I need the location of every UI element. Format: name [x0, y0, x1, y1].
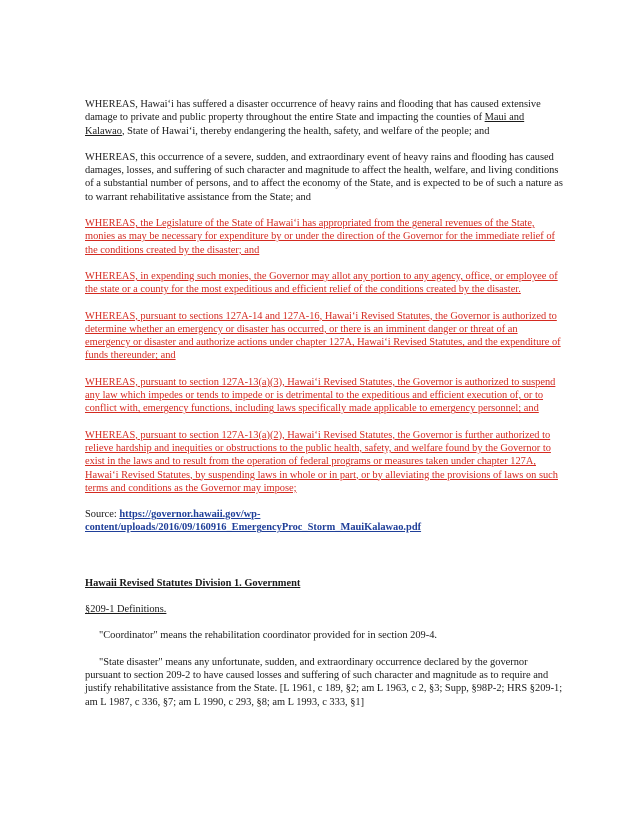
- definition-coordinator: "Coordinator" means the rehabilitation coordinator provided for in section 209-4.: [99, 630, 438, 642]
- source-line: [85, 508, 565, 535]
- whereas-paragraph-7: WHEREAS, pursuant to section 127A-13(a)(2), Hawai‘i Revised Statutes, the Governor is further authorized to relieve hardship and inequities or obstructions to the public health, safety, and welfare found by the Governor to exist in the laws and to result from the operation of federal programs or measures taken under chapter 127A, Hawai‘i Revised Statutes, by suspending laws in whole or in part, or by alleviating the provisions of laws on such terms and conditions as the Governor may impose;: [85, 429, 558, 494]
- document-page: [85, 98, 565, 709]
- whereas-1-text: WHEREAS, Hawai‘i has suffered a disaster occurrence of heavy rains and flooding that has caused extensive damage to private and public property throughout the entire State and impacting the counties of: [85, 99, 541, 124]
- whereas-paragraph-4: WHEREAS, in expending such monies, the Governor may allot any portion to any agency, office, or employee of the state or a county for the most expeditious and efficient relief of the conditions created by the disaster.: [85, 270, 558, 296]
- whereas-1-counties: Maui and Kalawao: [85, 112, 525, 137]
- whereas-paragraph-2: WHEREAS, this occurrence of a severe, sudden, and extraordinary event of heavy rains and flooding has caused damages, losses, and suffering of such character and magnitude to affect the health, welfare, and living conditions of a substantial number of persons, and to affect the economy of the State, and is expected to be of such a nature as to warrant rehabilitative assistance from the State; and: [85, 151, 563, 203]
- whereas-paragraph-5: WHEREAS, pursuant to sections 127A-14 and 127A-16, Hawai‘i Revised Statutes, the Governor is authorized to determine whether an emergency or disaster has occurred, or there is an imminent danger or threat of an emergency or disaster and authorize actions under chapter 127A, Hawai‘i Revised Statutes, and the expenditure of funds thereunder; and: [85, 310, 561, 362]
- whereas-paragraph-1: [85, 98, 565, 138]
- source-label: Source:: [85, 509, 120, 521]
- definition-state-disaster: "State disaster" means any unfortunate, sudden, and extraordinary occurrence declared by the governor pursuant to section 209-2 to have caused losses and suffering of such character and magnitude as to require and justify rehabilitative assistance from the State. [L 1961, c 189, §2; am L 1963, c 2, §3; Supp, §98P-2; HRS §209-1; am L 1987, c 336, §7; am L 1990, c 293, §8; am L 1993, c 333, §1]: [85, 656, 563, 708]
- whereas-1-end: , State of Hawai‘i, thereby endangering the health, safety, and welfare of the people; and: [121, 125, 490, 137]
- statutes-heading: Hawaii Revised Statutes Division 1. Government: [85, 577, 301, 589]
- section-209-1-title: §209-1 Definitions.: [85, 604, 167, 616]
- source-link[interactable]: https://governor.hawaii.gov/wp-content/uploads/2016/09/160916_EmergencyProc_Storm_MauiKalawao.pdf: [85, 509, 422, 534]
- whereas-paragraph-3: WHEREAS, the Legislature of the State of Hawai‘i has appropriated from the general revenues of the State, monies as may be necessary for expenditure by or under the direction of the Governor for the immediate relief of the conditions created by the disaster; and: [85, 218, 556, 256]
- whereas-paragraph-6: WHEREAS, pursuant to section 127A-13(a)(3), Hawai‘i Revised Statutes, the Governor is authorized to suspend any law which impedes or tends to impede or is detrimental to the expeditious and efficient execution of, or to conflict with, emergency functions, including laws specifically made applicable to emergency personnel; and: [85, 376, 556, 415]
